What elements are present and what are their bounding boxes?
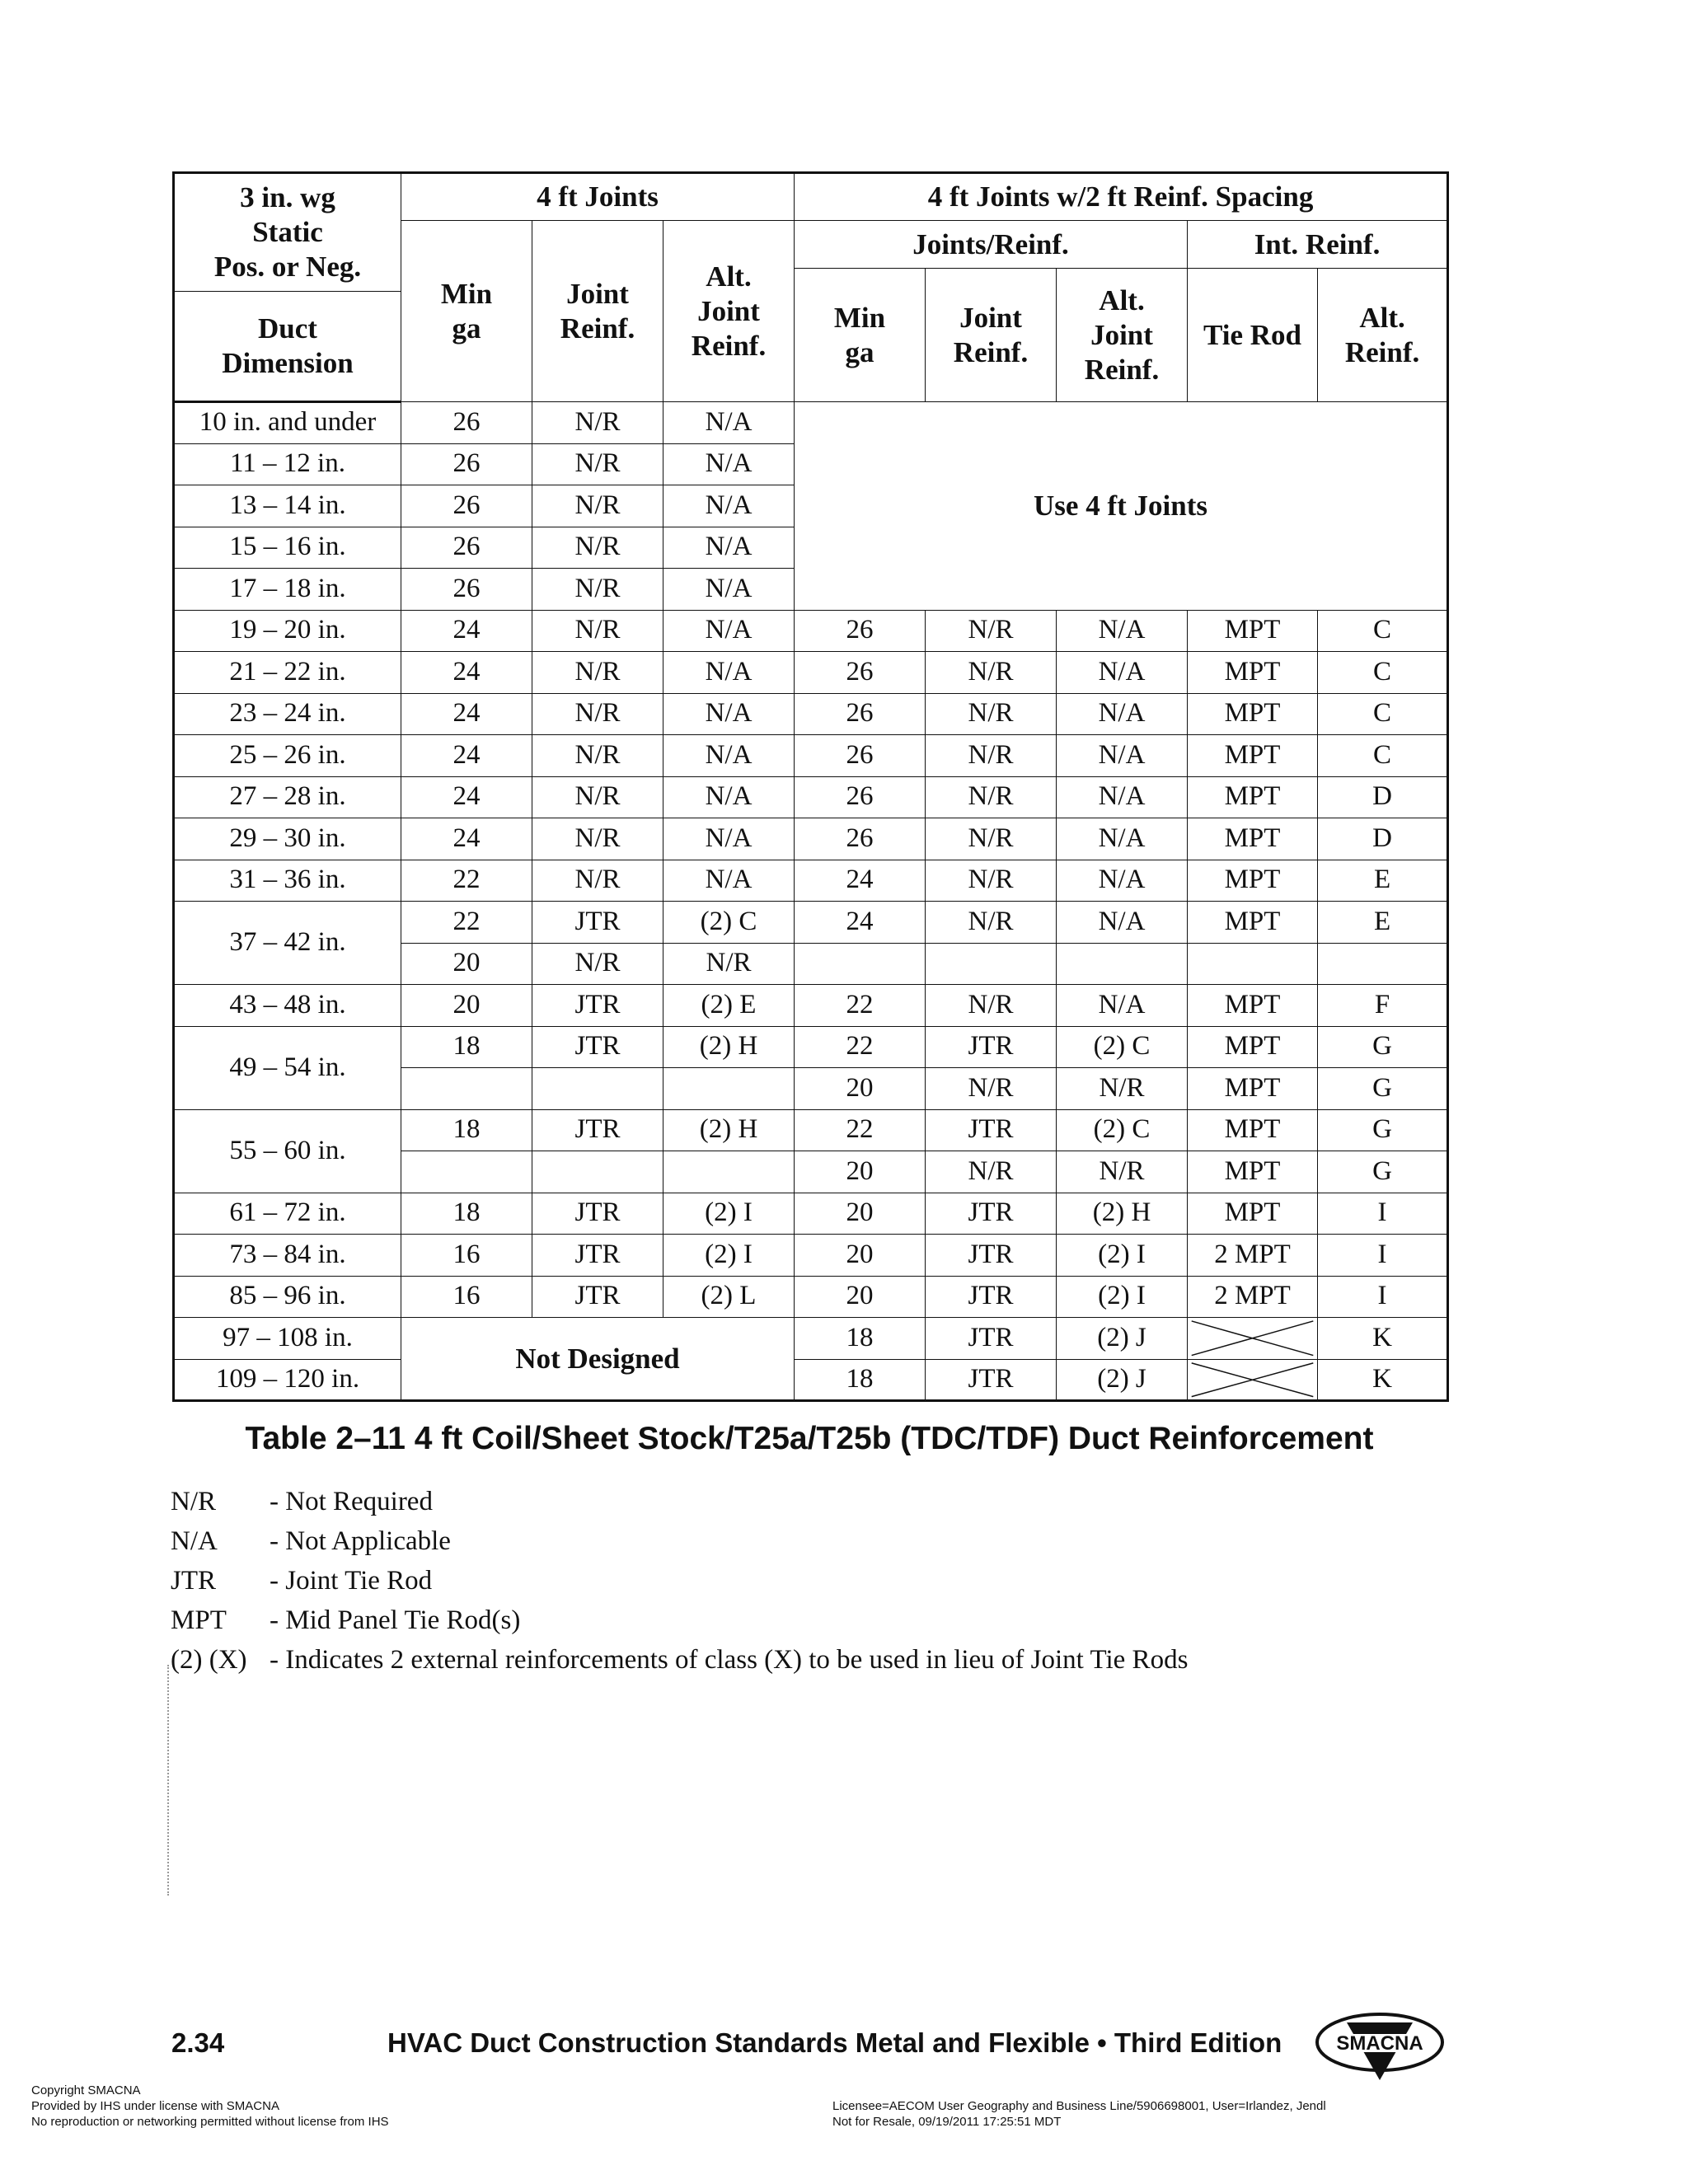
min-ga-header: Min ga bbox=[401, 221, 532, 402]
cell-4ft-col2: (2) H bbox=[663, 1026, 795, 1068]
reinforcement-table bbox=[172, 171, 1449, 1402]
cell-reinf-col1: N/R bbox=[926, 1068, 1057, 1110]
cell-reinf-col2: N/A bbox=[1057, 652, 1188, 694]
cell-4ft-col0 bbox=[401, 1068, 532, 1110]
table-row bbox=[174, 985, 1448, 1027]
cell-reinf-col2: N/A bbox=[1057, 985, 1188, 1027]
cell-4ft-col1: N/R bbox=[532, 485, 663, 527]
cell-reinf-col0: 20 bbox=[795, 1151, 926, 1193]
cell-4ft-col1: N/R bbox=[532, 527, 663, 569]
duct-dimension-cell: 55 – 60 in. bbox=[174, 1109, 401, 1193]
joint-reinf-header: Joint Reinf. bbox=[532, 221, 663, 402]
cell-4ft-col2: (2) C bbox=[663, 902, 795, 944]
tie-rod-header: Tie Rod bbox=[1188, 269, 1318, 402]
cell-reinf-col4: C bbox=[1318, 735, 1448, 777]
cell-4ft-col2: N/A bbox=[663, 527, 795, 569]
cell-4ft-col1: N/R bbox=[532, 818, 663, 860]
table-row bbox=[174, 693, 1448, 735]
cell-4ft-col2: N/A bbox=[663, 776, 795, 818]
cell-4ft-col2: (2) H bbox=[663, 1109, 795, 1151]
cell-reinf-col1: JTR bbox=[926, 1193, 1057, 1235]
cell-reinf-col4: E bbox=[1318, 902, 1448, 944]
table-row bbox=[174, 1318, 1448, 1360]
cell-4ft-col1 bbox=[532, 1151, 663, 1193]
cell-4ft-col2: N/R bbox=[663, 943, 795, 985]
cell-reinf-col0: 26 bbox=[795, 735, 926, 777]
joint-reinf-header-2: Joint Reinf. bbox=[926, 269, 1057, 402]
cell-reinf-col2: (2) H bbox=[1057, 1193, 1188, 1235]
cell-4ft-col1: JTR bbox=[532, 985, 663, 1027]
duct-dimension-cell: 85 – 96 in. bbox=[174, 1276, 401, 1318]
cell-4ft-col0: 26 bbox=[401, 485, 532, 527]
cell-reinf-col0: 22 bbox=[795, 1109, 926, 1151]
cell-reinf-col0: 20 bbox=[795, 1193, 926, 1235]
legend-row: MPT - Mid Panel Tie Rod(s) bbox=[171, 1605, 521, 1635]
cell-4ft-col0 bbox=[401, 1151, 532, 1193]
cell-4ft-col0: 18 bbox=[401, 1109, 532, 1151]
legend bbox=[171, 1482, 1188, 1680]
duct-dimension-cell: 23 – 24 in. bbox=[174, 693, 401, 735]
cell-reinf-col3: MPT bbox=[1188, 652, 1318, 694]
cell-reinf-col0: 26 bbox=[795, 652, 926, 694]
alt-joint-reinf-header: Alt. Joint Reinf. bbox=[663, 221, 795, 402]
cell-reinf-col4: D bbox=[1318, 818, 1448, 860]
cell-4ft-col2: N/A bbox=[663, 610, 795, 652]
cell-reinf-col4: I bbox=[1318, 1276, 1448, 1318]
cell-4ft-col0: 24 bbox=[401, 735, 532, 777]
cell-reinf-col2: N/A bbox=[1057, 902, 1188, 944]
cell-4ft-col0: 26 bbox=[401, 443, 532, 485]
duct-dimension-cell: 25 – 26 in. bbox=[174, 735, 401, 777]
copyright-right: Licensee=AECOM User Geography and Business Line/5906698001, User=Irlandez, Jendl Not for Resale, 09/19/2011 17:25:51 MDT bbox=[832, 2099, 1326, 2129]
legend-row: N/A - Not Applicable bbox=[171, 1526, 451, 1556]
legend-row: JTR - Joint Tie Rod bbox=[171, 1565, 433, 1596]
cell-reinf-col1: N/R bbox=[926, 902, 1057, 944]
cell-reinf-col1: N/R bbox=[926, 860, 1057, 902]
cell-4ft-col0: 20 bbox=[401, 943, 532, 985]
cell-reinf-col0: 22 bbox=[795, 1026, 926, 1068]
cell-4ft-col0: 22 bbox=[401, 902, 532, 944]
cell-reinf-col0: 24 bbox=[795, 860, 926, 902]
cell-4ft-col0: 24 bbox=[401, 610, 532, 652]
table-row bbox=[174, 610, 1448, 652]
cell-reinf-col0: 18 bbox=[795, 1318, 926, 1360]
cell-4ft-col2: N/A bbox=[663, 402, 795, 444]
cell-reinf-col1: N/R bbox=[926, 818, 1057, 860]
cell-4ft-col2: N/A bbox=[663, 735, 795, 777]
table-row bbox=[174, 818, 1448, 860]
duct-dimension-header: Duct Dimension bbox=[174, 292, 401, 402]
duct-dimension-cell: 17 – 18 in. bbox=[174, 569, 401, 611]
cell-reinf-col1: JTR bbox=[926, 1318, 1057, 1360]
cell-reinf-col4: G bbox=[1318, 1068, 1448, 1110]
cell-4ft-col2 bbox=[663, 1151, 795, 1193]
joints-reinf-subheader: Joints/Reinf. bbox=[795, 221, 1188, 269]
cell-4ft-col1: JTR bbox=[532, 1109, 663, 1151]
cell-reinf-col3: MPT bbox=[1188, 818, 1318, 860]
cell-reinf-col0: 26 bbox=[795, 610, 926, 652]
cell-4ft-col2: N/A bbox=[663, 652, 795, 694]
cell-reinf-col3: MPT bbox=[1188, 1109, 1318, 1151]
table-row bbox=[174, 1026, 1448, 1068]
cell-reinf-col2 bbox=[1057, 943, 1188, 985]
cell-4ft-col0: 22 bbox=[401, 860, 532, 902]
duct-dimension-cell: 97 – 108 in. bbox=[174, 1318, 401, 1360]
group-4ft-reinf-header: 4 ft Joints w/2 ft Reinf. Spacing bbox=[795, 173, 1448, 221]
duct-dimension-cell: 11 – 12 in. bbox=[174, 443, 401, 485]
cell-reinf-col1: JTR bbox=[926, 1235, 1057, 1277]
alt-reinf-header: Alt. Reinf. bbox=[1318, 269, 1448, 402]
cell-4ft-col0: 18 bbox=[401, 1026, 532, 1068]
cell-4ft-col2: N/A bbox=[663, 818, 795, 860]
cell-4ft-col2: N/A bbox=[663, 860, 795, 902]
cell-4ft-col2: N/A bbox=[663, 485, 795, 527]
cell-reinf-col3: MPT bbox=[1188, 776, 1318, 818]
cell-reinf-col3: MPT bbox=[1188, 860, 1318, 902]
cell-reinf-col1: N/R bbox=[926, 776, 1057, 818]
cell-reinf-col0: 18 bbox=[795, 1359, 926, 1401]
cell-4ft-col2 bbox=[663, 1068, 795, 1110]
duct-dimension-cell: 61 – 72 in. bbox=[174, 1193, 401, 1235]
cell-reinf-col4: G bbox=[1318, 1026, 1448, 1068]
duct-dimension-cell: 21 – 22 in. bbox=[174, 652, 401, 694]
cell-reinf-col3: 2 MPT bbox=[1188, 1235, 1318, 1277]
cell-reinf-col1: JTR bbox=[926, 1276, 1057, 1318]
cell-4ft-col2: (2) L bbox=[663, 1276, 795, 1318]
cell-4ft-col2: (2) E bbox=[663, 985, 795, 1027]
cell-reinf-col1: N/R bbox=[926, 652, 1057, 694]
cell-reinf-col4: K bbox=[1318, 1359, 1448, 1401]
cell-reinf-col0: 20 bbox=[795, 1235, 926, 1277]
cell-reinf-col4: K bbox=[1318, 1318, 1448, 1360]
cell-reinf-col3: MPT bbox=[1188, 1068, 1318, 1110]
cell-reinf-col2: (2) J bbox=[1057, 1318, 1188, 1360]
table-row bbox=[174, 402, 1448, 444]
cell-reinf-col4: C bbox=[1318, 652, 1448, 694]
cell-reinf-col2: N/A bbox=[1057, 860, 1188, 902]
cell-4ft-col1: N/R bbox=[532, 735, 663, 777]
cell-reinf-col1: N/R bbox=[926, 610, 1057, 652]
cell-reinf-col0: 26 bbox=[795, 693, 926, 735]
cell-reinf-col3: MPT bbox=[1188, 1151, 1318, 1193]
cell-reinf-col4 bbox=[1318, 943, 1448, 985]
cell-reinf-col3 bbox=[1188, 943, 1318, 985]
cell-reinf-col4: C bbox=[1318, 693, 1448, 735]
cell-4ft-col2: N/A bbox=[663, 693, 795, 735]
cell-4ft-col1: N/R bbox=[532, 860, 663, 902]
footer-title: HVAC Duct Construction Standards Metal and Flexible • Third Edition bbox=[387, 2027, 1282, 2058]
duct-dimension-cell: 31 – 36 in. bbox=[174, 860, 401, 902]
duct-dimension-cell: 49 – 54 in. bbox=[174, 1026, 401, 1109]
duct-dimension-cell: 109 – 120 in. bbox=[174, 1359, 401, 1401]
cell-4ft-col0: 24 bbox=[401, 776, 532, 818]
cell-reinf-col4: G bbox=[1318, 1151, 1448, 1193]
cell-reinf-col3: MPT bbox=[1188, 610, 1318, 652]
table-row bbox=[174, 1359, 1448, 1401]
alt-joint-reinf-header-2: Alt. Joint Reinf. bbox=[1057, 269, 1188, 402]
cell-reinf-col4: E bbox=[1318, 860, 1448, 902]
page-number: 2.34 bbox=[171, 2027, 225, 2058]
cell-4ft-col1 bbox=[532, 1068, 663, 1110]
cell-4ft-col1: N/R bbox=[532, 610, 663, 652]
cell-reinf-col1: N/R bbox=[926, 693, 1057, 735]
scan-dots-decoration bbox=[167, 1665, 172, 1896]
cell-reinf-col4: C bbox=[1318, 610, 1448, 652]
cell-reinf-col0: 26 bbox=[795, 776, 926, 818]
cell-reinf-col2: N/A bbox=[1057, 735, 1188, 777]
cell-reinf-col2: (2) C bbox=[1057, 1026, 1188, 1068]
duct-dimension-cell: 43 – 48 in. bbox=[174, 985, 401, 1027]
legend-row: (2) (X) - Indicates 2 external reinforcements of class (X) to be used in lieu of Joint Tie Rods bbox=[171, 1644, 1189, 1675]
pressure-header: 3 in. wg Static Pos. or Neg. bbox=[174, 173, 401, 292]
table-row bbox=[174, 776, 1448, 818]
cell-reinf-col2: N/A bbox=[1057, 693, 1188, 735]
cell-reinf-col0: 20 bbox=[795, 1068, 926, 1110]
cell-4ft-col1: JTR bbox=[532, 1276, 663, 1318]
table-row bbox=[174, 1235, 1448, 1277]
table-row bbox=[174, 652, 1448, 694]
cell-4ft-col0: 16 bbox=[401, 1235, 532, 1277]
cell-4ft-col2: (2) I bbox=[663, 1235, 795, 1277]
use-4ft-joints-cell: Use 4 ft Joints bbox=[795, 402, 1448, 611]
logo-text: SMACNA bbox=[1336, 2032, 1423, 2055]
table-row bbox=[174, 1276, 1448, 1318]
duct-dimension-cell: 73 – 84 in. bbox=[174, 1235, 401, 1277]
cell-reinf-col2: N/A bbox=[1057, 776, 1188, 818]
cell-4ft-col0: 20 bbox=[401, 985, 532, 1027]
cell-reinf-col2: (2) J bbox=[1057, 1359, 1188, 1401]
cell-4ft-col0: 24 bbox=[401, 652, 532, 694]
cell-4ft-col1: JTR bbox=[532, 1235, 663, 1277]
cell-reinf-col2: N/A bbox=[1057, 610, 1188, 652]
cell-4ft-col1: N/R bbox=[532, 443, 663, 485]
cell-reinf-col3: MPT bbox=[1188, 735, 1318, 777]
not-applicable-cross-cell bbox=[1188, 1359, 1318, 1401]
cell-reinf-col3: MPT bbox=[1188, 1193, 1318, 1235]
cell-reinf-col0: 26 bbox=[795, 818, 926, 860]
cell-4ft-col1: N/R bbox=[532, 402, 663, 444]
cell-reinf-col1: N/R bbox=[926, 1151, 1057, 1193]
cell-reinf-col4: G bbox=[1318, 1109, 1448, 1151]
cell-4ft-col0: 18 bbox=[401, 1193, 532, 1235]
smacna-logo bbox=[1314, 2011, 1446, 2082]
table-body bbox=[174, 402, 1448, 1401]
cell-reinf-col2: N/R bbox=[1057, 1151, 1188, 1193]
cell-4ft-col1: JTR bbox=[532, 1026, 663, 1068]
cell-reinf-col4: I bbox=[1318, 1193, 1448, 1235]
cell-reinf-col3: MPT bbox=[1188, 1026, 1318, 1068]
cell-reinf-col2: N/R bbox=[1057, 1068, 1188, 1110]
group-4ft-joints-header: 4 ft Joints bbox=[401, 173, 795, 221]
cell-reinf-col3: MPT bbox=[1188, 693, 1318, 735]
table-row bbox=[174, 902, 1448, 944]
cell-4ft-col1: JTR bbox=[532, 902, 663, 944]
cell-reinf-col3: 2 MPT bbox=[1188, 1276, 1318, 1318]
cell-4ft-col1: N/R bbox=[532, 693, 663, 735]
cell-reinf-col4: D bbox=[1318, 776, 1448, 818]
cell-4ft-col2: (2) I bbox=[663, 1193, 795, 1235]
cell-reinf-col2: (2) C bbox=[1057, 1109, 1188, 1151]
cell-4ft-col0: 26 bbox=[401, 527, 532, 569]
duct-dimension-cell: 37 – 42 in. bbox=[174, 902, 401, 985]
table-caption: Table 2–11 4 ft Coil/Sheet Stock/T25a/T25b (TDC/TDF) Duct Reinforcement bbox=[245, 1421, 1374, 1456]
cell-4ft-col1: N/R bbox=[532, 776, 663, 818]
table-row bbox=[174, 735, 1448, 777]
cell-reinf-col1: N/R bbox=[926, 735, 1057, 777]
cell-4ft-col1: N/R bbox=[532, 652, 663, 694]
legend-row: N/R - Not Required bbox=[171, 1486, 433, 1516]
cell-reinf-col0 bbox=[795, 943, 926, 985]
cell-reinf-col4: F bbox=[1318, 985, 1448, 1027]
cell-4ft-col0: 24 bbox=[401, 818, 532, 860]
cell-4ft-col1: N/R bbox=[532, 943, 663, 985]
cell-reinf-col1: JTR bbox=[926, 1359, 1057, 1401]
duct-dimension-cell: 19 – 20 in. bbox=[174, 610, 401, 652]
duct-dimension-cell: 27 – 28 in. bbox=[174, 776, 401, 818]
cell-reinf-col2: N/A bbox=[1057, 818, 1188, 860]
cell-reinf-col1: N/R bbox=[926, 985, 1057, 1027]
cell-reinf-col0: 20 bbox=[795, 1276, 926, 1318]
cell-reinf-col1: JTR bbox=[926, 1109, 1057, 1151]
table-row bbox=[174, 860, 1448, 902]
cell-4ft-col1: N/R bbox=[532, 569, 663, 611]
cell-4ft-col0: 26 bbox=[401, 402, 532, 444]
copyright-left: Copyright SMACNA Provided by IHS under license with SMACNA No reproduction or networking permitted without license from IHS bbox=[31, 2083, 389, 2129]
not-designed-cell: Not Designed bbox=[401, 1318, 795, 1401]
duct-dimension-cell: 13 – 14 in. bbox=[174, 485, 401, 527]
int-reinf-subheader: Int. Reinf. bbox=[1188, 221, 1448, 269]
table-row bbox=[174, 1109, 1448, 1151]
duct-dimension-cell: 15 – 16 in. bbox=[174, 527, 401, 569]
cell-reinf-col2: (2) I bbox=[1057, 1235, 1188, 1277]
cell-4ft-col0: 16 bbox=[401, 1276, 532, 1318]
cell-reinf-col4: I bbox=[1318, 1235, 1448, 1277]
cell-4ft-col2: N/A bbox=[663, 569, 795, 611]
duct-dimension-cell: 10 in. and under bbox=[174, 402, 401, 444]
cell-reinf-col1: JTR bbox=[926, 1026, 1057, 1068]
duct-dimension-cell: 29 – 30 in. bbox=[174, 818, 401, 860]
cell-4ft-col2: N/A bbox=[663, 443, 795, 485]
table-row bbox=[174, 1193, 1448, 1235]
cell-reinf-col0: 24 bbox=[795, 902, 926, 944]
cell-reinf-col3: MPT bbox=[1188, 985, 1318, 1027]
cell-reinf-col3: MPT bbox=[1188, 902, 1318, 944]
cell-4ft-col1: JTR bbox=[532, 1193, 663, 1235]
cell-reinf-col2: (2) I bbox=[1057, 1276, 1188, 1318]
cell-reinf-col1 bbox=[926, 943, 1057, 985]
min-ga-header-2: Min ga bbox=[795, 269, 926, 402]
cell-reinf-col0: 22 bbox=[795, 985, 926, 1027]
cell-4ft-col0: 24 bbox=[401, 693, 532, 735]
not-applicable-cross-cell bbox=[1188, 1318, 1318, 1360]
cell-4ft-col0: 26 bbox=[401, 569, 532, 611]
